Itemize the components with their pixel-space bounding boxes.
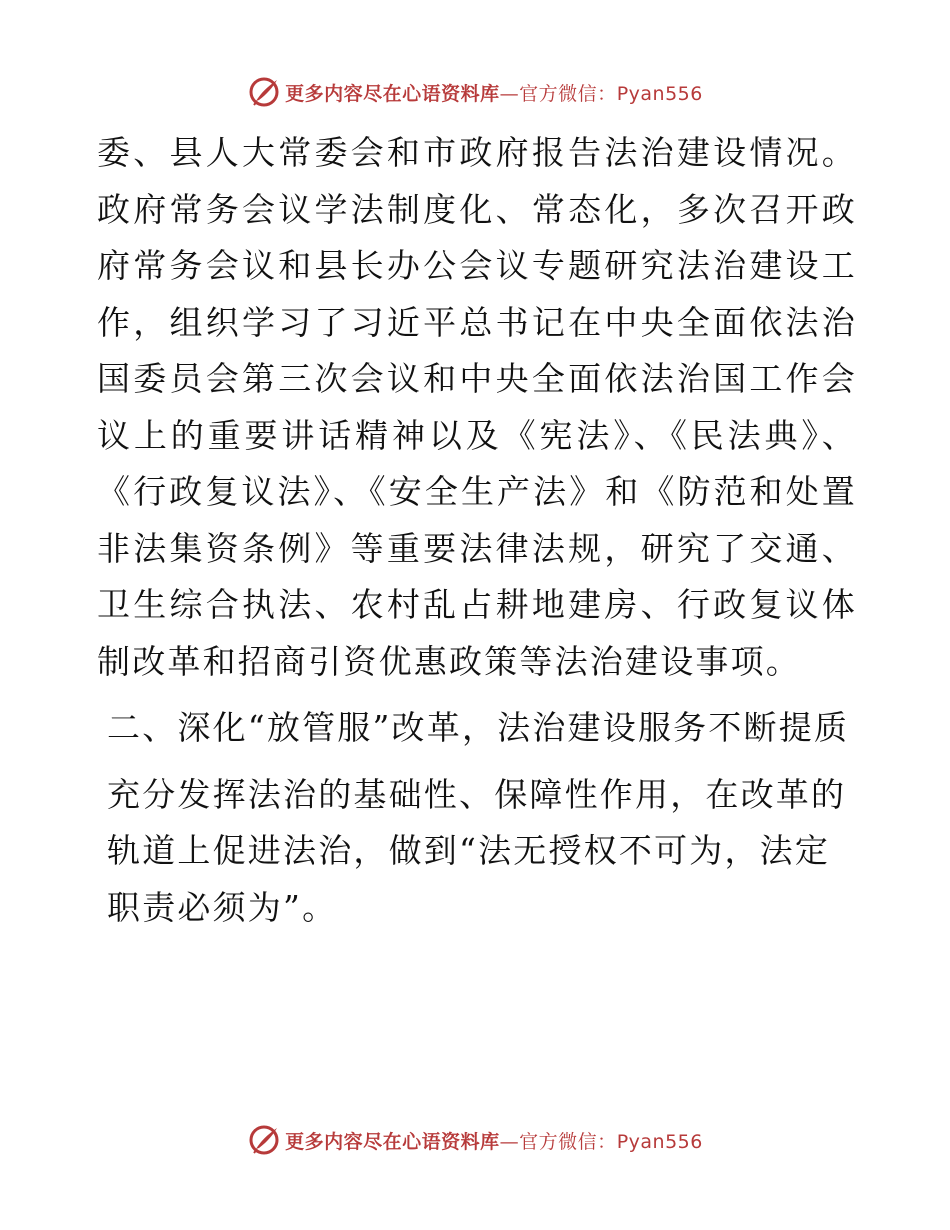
watermark-brand: 更多内容尽在心语资料库 [285,82,500,105]
watermark-wechat-footer: Pyan556 [616,1130,703,1153]
quill-logo-icon [247,1123,281,1157]
document-body [97,125,857,936]
watermark-wechat: Pyan556 [616,82,703,105]
watermark-text [285,79,703,106]
watermark-official-footer: 官方微信： [519,1130,617,1153]
section-heading: 二、深化“放管服”改革，法治建设服务不断提质 [107,708,850,747]
watermark-official: 官方微信： [519,82,617,105]
quill-logo-icon [247,75,281,109]
watermark-dash-footer: — [499,1130,520,1153]
watermark-group [247,75,703,109]
watermark-group-footer [247,1123,703,1157]
paragraph-1: 委、县人大常委会和市政府报告法治建设情况。政府常务会议学法制度化、常态化，多次召开政府常务会议和县长办公会议专题研究法治建设工作，组织学习了习近平总书记在中央全面依法治国委员会第三次会议和中央全面依法治国工作会议上的重要讲话精神以及《宪法》、《民法典》、《行政复议法》、《安全生产法》和《防范和处置非法集资条例》等重要法律法规，研究了交通、卫生综合执法、农村乱占耕地建房、行政复议体制改革和招商引资优惠政策等法治建设事项。 [97,133,857,681]
footer-watermark [0,1120,950,1160]
header-watermark [0,72,950,112]
watermark-text-footer [285,1127,703,1154]
watermark-dash: — [499,82,520,105]
watermark-brand-footer: 更多内容尽在心语资料库 [285,1130,500,1153]
paragraph-2: 充分发挥法治的基础性、保障性作用，在改革的轨道上促进法治，做到“法无授权不可为，法定职责必须为”。 [107,774,847,927]
